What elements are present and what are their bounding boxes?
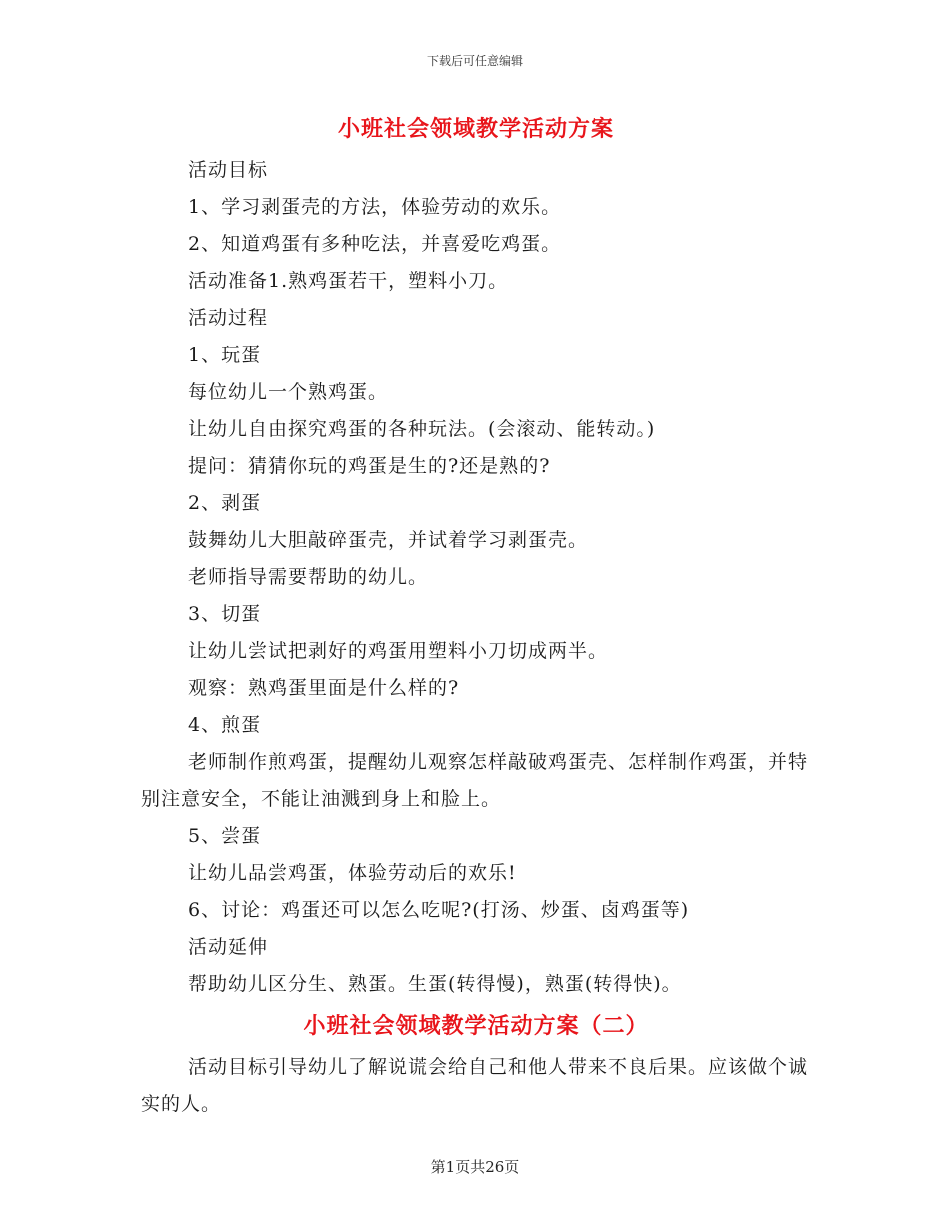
paragraph: 活动过程 bbox=[188, 307, 269, 329]
document-body bbox=[141, 106, 811, 1123]
paragraph: 2、剥蛋 bbox=[188, 492, 262, 514]
section-title: 小班社会领域教学活动方案（二） bbox=[303, 1013, 649, 1039]
paragraph: 1、学习剥蛋壳的方法，体验劳动的欢乐。 bbox=[188, 196, 562, 218]
paragraph: 2、知道鸡蛋有多种吃法，并喜爱吃鸡蛋。 bbox=[188, 233, 562, 255]
paragraph: 让幼儿品尝鸡蛋，体验劳动后的欢乐! bbox=[188, 862, 517, 884]
paragraph: 老师指导需要帮助的幼儿。 bbox=[188, 566, 429, 588]
page-footer: 第1页共26页 bbox=[430, 1158, 520, 1176]
paragraph: 4、煎蛋 bbox=[188, 714, 262, 736]
paragraph: 观察：熟鸡蛋里面是什么样的? bbox=[188, 677, 460, 699]
paragraph: 让幼儿自由探究鸡蛋的各种玩法。(会滚动、能转动。) bbox=[188, 418, 656, 440]
paragraph: 活动目标 bbox=[188, 159, 269, 181]
paragraph: 鼓舞幼儿大胆敲碎蛋壳，并试着学习剥蛋壳。 bbox=[188, 529, 589, 551]
paragraph: 让幼儿尝试把剥好的鸡蛋用塑料小刀切成两半。 bbox=[188, 640, 609, 662]
paragraph: 帮助幼儿区分生、熟蛋。生蛋(转得慢)，熟蛋(转得快)。 bbox=[188, 973, 682, 995]
paragraph: 活动目标引导幼儿了解说谎会给自己和他人带来不良后果。应该做个诚实的人。 bbox=[141, 1056, 809, 1115]
paragraph: 每位幼儿一个熟鸡蛋。 bbox=[188, 381, 389, 403]
paragraph: 活动准备1.熟鸡蛋若干，塑料小刀。 bbox=[188, 270, 509, 292]
paragraph: 3、切蛋 bbox=[188, 603, 262, 625]
paragraph: 6、讨论：鸡蛋还可以怎么吃呢?(打汤、炒蛋、卤鸡蛋等) bbox=[188, 899, 690, 921]
paragraph: 活动延伸 bbox=[188, 936, 269, 958]
paragraph: 老师制作煎鸡蛋，提醒幼儿观察怎样敲破鸡蛋壳、怎样制作鸡蛋，并特别注意安全，不能让油溅到身上和脸上。 bbox=[141, 751, 809, 810]
document-title: 小班社会领域教学活动方案 bbox=[337, 116, 614, 142]
paragraph: 5、尝蛋 bbox=[188, 825, 262, 847]
page-header: 下载后可任意编辑 bbox=[426, 54, 523, 68]
paragraph: 提问：猜猜你玩的鸡蛋是生的?还是熟的? bbox=[188, 455, 551, 477]
paragraph: 1、玩蛋 bbox=[188, 344, 262, 366]
